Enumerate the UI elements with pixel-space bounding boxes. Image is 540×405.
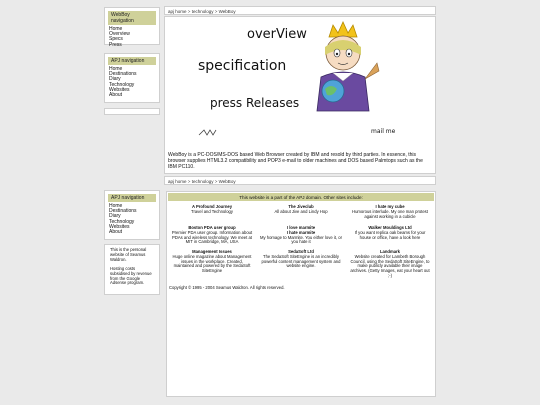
hosting-note-text: Hosting costs subsidised by revenue from the Google Adsense program. <box>110 265 152 286</box>
site-card <box>349 250 431 279</box>
apj-about-link[interactable]: About <box>109 92 123 99</box>
apj-diary-link[interactable]: Diary <box>109 76 121 83</box>
site-card <box>260 226 342 245</box>
related-sites-panel <box>166 191 436 397</box>
webboy-nav-title: WebBoy navigation <box>108 11 156 25</box>
breadcrumb-current: WebBoy <box>218 179 236 184</box>
breadcrumb-current: WebBoy <box>218 9 236 14</box>
feather-quill-icon <box>198 129 218 137</box>
apj-destinations-link[interactable]: Destinations <box>109 208 137 215</box>
site-link[interactable]: I hate my cube <box>375 204 405 209</box>
apj-websites-link[interactable]: Websites <box>109 223 130 230</box>
nav-overview-link[interactable]: Overview <box>109 31 130 38</box>
breadcrumb-separator: > <box>187 179 191 184</box>
site-description: All about Jive and Lindy Hop <box>274 208 328 214</box>
webboy-nav-box <box>104 7 160 48</box>
site-link[interactable]: SedaSoft Ltd <box>288 249 314 254</box>
specification-link[interactable]: specification <box>198 58 287 74</box>
site-link[interactable]: Management Issues <box>192 249 232 254</box>
nav-home-link[interactable]: Home <box>109 26 123 32</box>
apj-nav-list <box>105 67 159 98</box>
site-card <box>349 226 431 240</box>
apj-nav-bottom-title: APJ navigation <box>108 194 156 202</box>
apj-home-link[interactable]: Home <box>109 203 123 209</box>
apj-home-link[interactable]: Home <box>109 66 123 72</box>
site-card <box>349 205 431 219</box>
site-card <box>171 226 253 245</box>
apj-about-link[interactable]: About <box>109 229 123 236</box>
site-link[interactable]: A Profound Journey <box>191 204 233 209</box>
site-link[interactable]: I love marmite I hate marmite <box>286 225 316 235</box>
overview-link[interactable]: overView <box>247 27 307 42</box>
apj-diary-link[interactable]: Diary <box>109 213 121 220</box>
site-description: If you want replica oak beams for your house or office, have a look here <box>354 229 426 240</box>
site-description: My homage to Marmite. You either love it, or you hate it <box>260 234 342 245</box>
about-note-text: This is the personal website of Seamus Waldron. <box>110 247 147 262</box>
mail-me-link[interactable]: mail me <box>371 128 396 135</box>
site-link[interactable]: The Jiveclub <box>288 204 314 209</box>
breadcrumb-top <box>164 6 436 15</box>
site-description: Premier PDA user group. Information about PDAs and wireless technology. We meet at MIT in Cambridge, MA, USA <box>171 229 253 245</box>
content-panel <box>164 16 436 174</box>
site-description: Travel and Technology <box>191 208 233 214</box>
apj-nav-title: APJ navigation <box>108 57 156 65</box>
webboy-mascot-illustration <box>303 19 383 119</box>
apj-nav-bottom-list <box>105 204 159 235</box>
copyright-text: Copyright © 1995 - 2004 Seamus Waldron. All rights reserved. <box>169 285 285 290</box>
related-sites-header: This website is a part of the APJ domain. Other sites include: <box>168 193 434 201</box>
breadcrumb-home-link[interactable]: apj home <box>168 179 187 184</box>
breadcrumb-technology-link[interactable]: technology <box>191 179 214 184</box>
site-link[interactable]: Boston PDA user group <box>188 225 236 230</box>
webboy-description: WebBoy is a PC-DOS/MS-DOS based Web Browser created by IBM and resold by third parties. In essence, this browser supplies HTML3.2 compatibility and POP3 e-mail to older machines and DOS based Palmtops such as the IBM PC110. <box>168 152 423 170</box>
empty-sidebar-box <box>104 108 160 115</box>
nav-press-link[interactable]: Press <box>109 41 122 48</box>
apj-technology-link[interactable]: Technology <box>109 218 135 225</box>
apj-nav-box <box>104 53 160 103</box>
site-description: Huge online magazine about Management issues in the workplace. Created, maintained and powered by the SedaSoft SiteEngine <box>172 253 252 274</box>
apj-technology-link[interactable]: Technology <box>109 81 135 88</box>
site-card <box>260 250 342 269</box>
breadcrumb-technology-link[interactable]: technology <box>191 9 214 14</box>
breadcrumb-separator: > <box>214 179 218 184</box>
site-description: Website created for Lambeth Borough Council, using the SedaSoft SiteEngine, to make publicly available their image archives. (Getty Images, eat your heart out ;-) <box>350 253 430 278</box>
site-description: The SedaSoft SiteEngine is an incredibly powerful content management system and website engine. <box>261 253 341 269</box>
apj-websites-link[interactable]: Websites <box>109 86 130 93</box>
site-description: Humorous interlude. My one man protest against working in a cubicle <box>352 208 428 219</box>
site-card <box>260 205 342 215</box>
site-card <box>171 205 253 215</box>
breadcrumb-separator: > <box>214 9 218 14</box>
press-releases-link[interactable]: press Releases <box>210 96 300 110</box>
about-note-box <box>104 244 160 295</box>
site-link[interactable]: Landmark <box>379 249 400 254</box>
site-link[interactable]: Walker Mouldings Ltd <box>368 225 412 230</box>
site-card <box>171 250 253 274</box>
nav-specs-link[interactable]: Specs <box>109 36 123 43</box>
apj-destinations-link[interactable]: Destinations <box>109 71 137 78</box>
apj-nav-bottom-box <box>104 190 160 240</box>
breadcrumb-home-link[interactable]: apj home <box>168 9 187 14</box>
webboy-nav-list <box>105 27 159 48</box>
breadcrumb-bottom <box>164 176 436 185</box>
breadcrumb-separator: > <box>187 9 191 14</box>
